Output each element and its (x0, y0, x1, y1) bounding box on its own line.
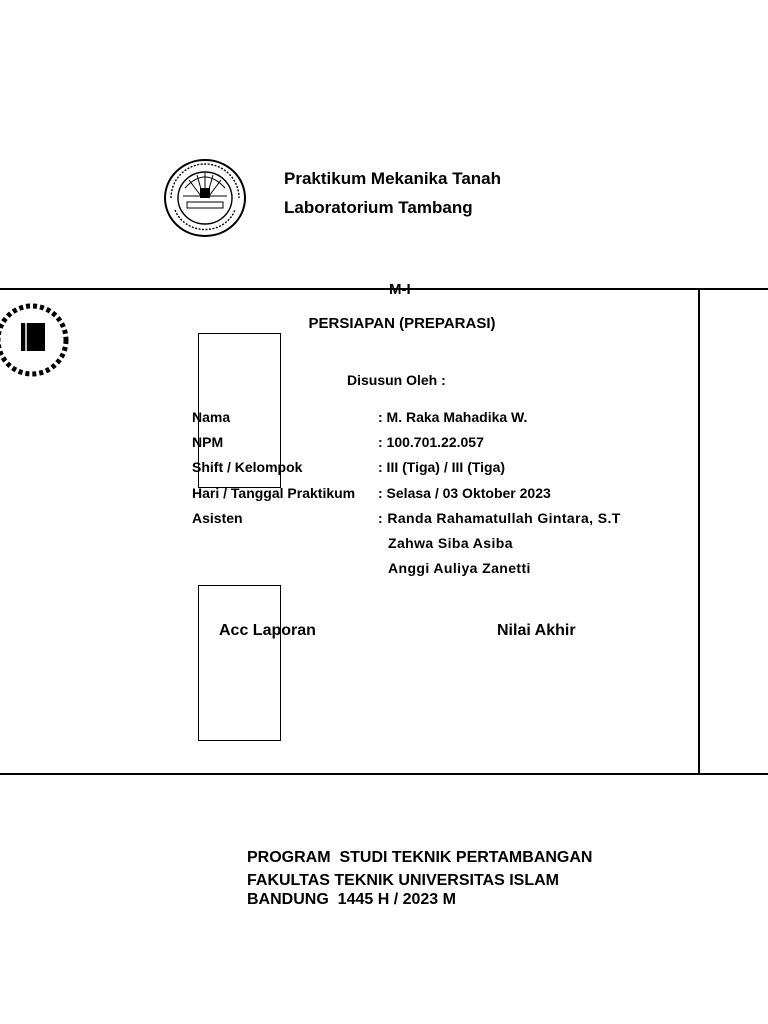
header-course-title: Praktikum Mekanika Tanah (284, 169, 501, 188)
field-value-tanggal: : Selasa / 03 Oktober 2023 (378, 485, 551, 501)
header-lab-title: Laboratorium Tambang (284, 198, 473, 217)
field-value-asisten: : Randa Rahamatullah Gintara, S.T (378, 510, 621, 526)
field-label-tanggal: Hari / Tanggal Praktikum (192, 485, 356, 501)
acc-laporan-label: Acc Laporan (219, 622, 316, 639)
nilai-akhir-label: Nilai Akhir (497, 622, 576, 639)
top-border-line (0, 288, 768, 290)
field-value-nama: : M. Raka Mahadika W. (378, 409, 528, 425)
report-code: M-I (389, 281, 411, 298)
field-label-asisten: Asisten (192, 510, 243, 526)
footer-city-year: BANDUNG 1445 H / 2023 M (247, 891, 456, 908)
laboratorium-tambang-logo (163, 158, 247, 238)
assistant-name-3: Anggi Auliya Zanetti (388, 560, 531, 576)
assistant-name-2: Zahwa Siba Asiba (388, 535, 513, 551)
field-value-npm: : 100.701.22.057 (378, 434, 484, 450)
universitas-islam-bandung-logo (0, 296, 76, 384)
right-border-line (698, 288, 700, 775)
field-label-nama: Nama (192, 409, 231, 425)
report-title: PERSIAPAN (PREPARASI) (308, 315, 496, 332)
footer-faculty: FAKULTAS TEKNIK UNIVERSITAS ISLAM (247, 872, 559, 889)
field-label-npm: NPM (192, 434, 224, 450)
signature-box (198, 585, 281, 741)
footer-program: PROGRAM STUDI TEKNIK PERTAMBANGAN (247, 849, 593, 866)
universitas-islam-bandung-seal-icon (0, 296, 76, 384)
laboratorium-tambang-seal-icon (163, 158, 247, 238)
field-label-shift: Shift / Kelompok (192, 459, 303, 475)
field-value-shift: : III (Tiga) / III (Tiga) (378, 459, 506, 475)
bottom-border-line (0, 773, 768, 775)
composed-by-label: Disusun Oleh : (347, 372, 446, 388)
